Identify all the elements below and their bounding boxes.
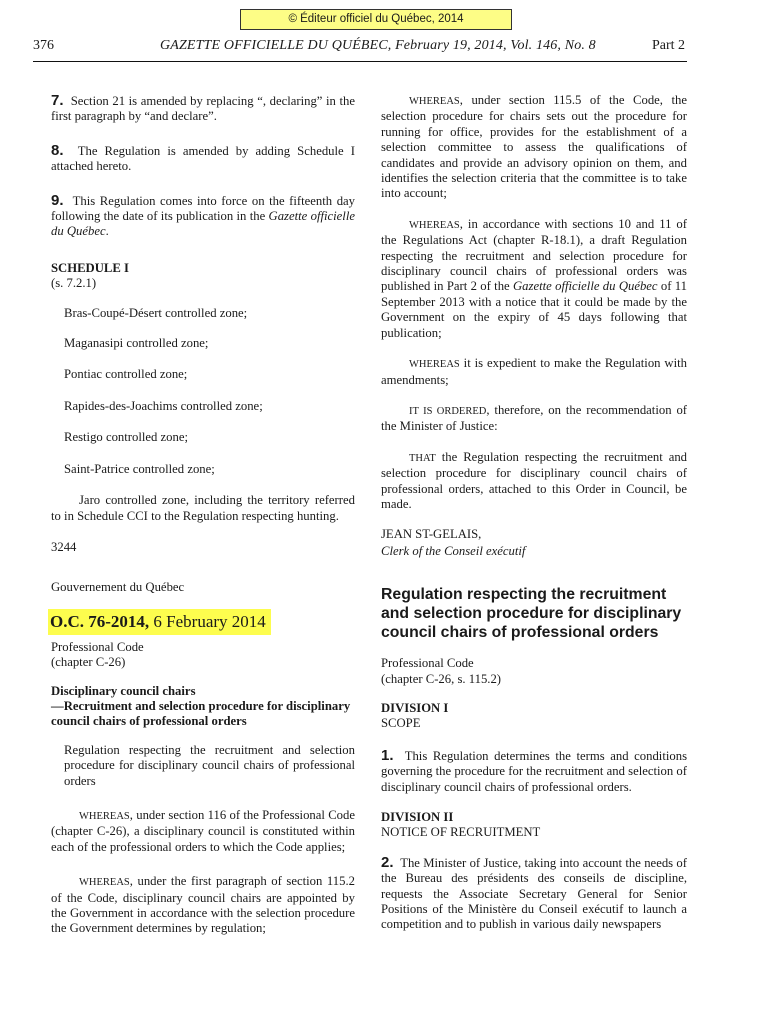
gouvernement-label: Gouvernement du Québec bbox=[51, 580, 185, 595]
code-chapter: (chapter C-26) bbox=[51, 655, 126, 670]
whereas-label: WHEREAS bbox=[409, 96, 460, 107]
regulation-title: Regulation respecting the recruitment and selection procedure for disciplinary council chairs of professional orders bbox=[381, 586, 682, 642]
right-column bbox=[381, 93, 687, 933]
section-text: The Minister of Justice, taking into account the needs of the Bureau des présidents des conseils de discipline, requests the Associate Secretary General for Senior Positions of the Ministère du Conseil exécutif to launch a competition and to publish in various daily newspapers bbox=[381, 855, 688, 932]
section-number: 8. bbox=[51, 141, 64, 159]
oc-date: 6 February 2014 bbox=[153, 611, 266, 631]
schedule-title: SCHEDULE I bbox=[51, 260, 129, 275]
section-2 bbox=[381, 855, 687, 933]
that-label: THAT bbox=[409, 452, 436, 464]
code-name: Professional Code bbox=[51, 639, 144, 654]
oc-number: O.C. 76-2014, bbox=[50, 611, 150, 631]
zone-item: Jaro controlled zone, including the territory referred to in Schedule CCI to the Regulation respecting hunting. bbox=[51, 493, 355, 523]
that-text: the Regulation respecting the recruitment and selection procedure for disciplinary council chairs of professional orders, attached to this Order in Council, be made. bbox=[381, 449, 688, 511]
division-1-title: DIVISION I bbox=[381, 700, 449, 715]
whereas-3 bbox=[381, 93, 687, 202]
whereas-text: , under section 115.5 of the Code, the selection procedure for chairs sets out the procedure for running for office, provides for the establishment of a selection committee to assess the qualifications of candidates and provide an advisory opinion on them, and identifies the selection criteria that the committee is to take into account; bbox=[381, 93, 687, 201]
left-column bbox=[51, 93, 355, 937]
section-text: This Regulation determines the terms and conditions governing the procedure for the recruitment and selection of disciplinary council chairs of professional orders. bbox=[381, 748, 688, 794]
section-number: 1. bbox=[381, 746, 394, 764]
zone-item: Restigo controlled zone; bbox=[64, 430, 189, 445]
that-clause bbox=[381, 450, 687, 513]
division-1-name: SCOPE bbox=[381, 716, 421, 731]
part-label: Part 2 bbox=[652, 38, 686, 53]
zone-item: Bras-Coupé-Désert controlled zone; bbox=[64, 305, 248, 320]
signer-title: Clerk of the Conseil exécutif bbox=[381, 543, 526, 558]
section-text: Section 21 is amended by replacing “, declaring” in the first paragraph by “and declare”. bbox=[51, 94, 355, 124]
zone-item: Pontiac controlled zone; bbox=[64, 367, 188, 382]
section-7 bbox=[51, 93, 355, 125]
whereas-label: WHEREAS bbox=[79, 877, 130, 889]
division-2-name: NOTICE OF RECRUITMENT bbox=[381, 825, 541, 840]
whereas-text: of 11 September 2013 with a notice that it could be made by the Government on the expiry of 45 days following that publication; bbox=[381, 279, 688, 340]
order-in-council-heading bbox=[51, 609, 355, 635]
signer-text: JEAN ST-GELAIS, bbox=[381, 527, 482, 542]
zone-item: Maganasipi controlled zone; bbox=[64, 336, 209, 351]
whereas-text: it is expedient to make the Regulation with amendments; bbox=[381, 356, 687, 387]
whereas-text: , in accordance with sections 10 and 11 of the Regulations Act (chapter R-18.1), a draft Regulation respecting the recruitment and selection procedure for disciplinary council chairs of professional orders was published in Part 2 of the bbox=[381, 216, 687, 294]
zone-item: Rapides-des-Joachims controlled zone; bbox=[64, 398, 263, 413]
header-rule bbox=[33, 61, 687, 62]
oc-highlight bbox=[48, 609, 271, 635]
section-number: 9. bbox=[51, 191, 64, 209]
division-2-title: DIVISION II bbox=[381, 810, 454, 824]
code-name: Professional Code bbox=[381, 656, 474, 671]
section-text: This Regulation comes into force on the fifteenth day following the date of its publication in the bbox=[51, 193, 356, 224]
section-end: . bbox=[105, 224, 109, 239]
whereas-label: WHEREAS bbox=[409, 219, 460, 231]
ordered-label: IT IS ORDERED bbox=[409, 405, 487, 417]
document-number: 3244 bbox=[51, 539, 77, 554]
section-9 bbox=[51, 193, 355, 240]
subject-subtitle: —Recruitment and selection procedure for disciplinary council chairs of professional orders bbox=[51, 698, 351, 729]
whereas-5 bbox=[381, 356, 687, 388]
subject-title: Disciplinary council chairs bbox=[51, 683, 196, 698]
whereas-4 bbox=[381, 217, 687, 341]
zone-item: Saint-Patrice controlled zone; bbox=[64, 461, 215, 476]
whereas-label: WHEREAS bbox=[409, 359, 460, 371]
whereas-text: , under the first paragraph of section 115.2 of the Code, disciplinary council chairs are appointed by the Government in accordance with the selection procedure the Government determines by regulation; bbox=[51, 874, 355, 936]
whereas-label: WHEREAS bbox=[79, 810, 130, 822]
section-8 bbox=[51, 143, 355, 175]
section-number: 7. bbox=[51, 92, 64, 109]
section-text: The Regulation is amended by adding Schedule I attached hereto. bbox=[51, 143, 356, 174]
whereas-1 bbox=[51, 808, 355, 855]
gazette-name: Gazette officielle du Québec bbox=[513, 279, 658, 294]
copyright-banner: © Éditeur officiel du Québec, 2014 bbox=[240, 9, 512, 30]
it-is-ordered bbox=[381, 403, 687, 435]
whereas-2 bbox=[51, 874, 355, 937]
signer-name bbox=[381, 527, 687, 543]
code-chapter: (chapter C-26, s. 115.2) bbox=[381, 671, 502, 686]
regulation-intro: Regulation respecting the recruitment and selection procedure for disciplinary council chairs of professional orders bbox=[64, 742, 355, 788]
gazette-header-title: GAZETTE OFFICIELLE DU QUÉBEC, February 19, 2014, Vol. 146, No. 8 bbox=[160, 38, 596, 53]
schedule-ref: (s. 7.2.1) bbox=[51, 276, 97, 291]
section-number: 2. bbox=[381, 853, 394, 871]
ordered-text: , therefore, on the recommendation of the Minister of Justice: bbox=[381, 402, 688, 434]
section-1 bbox=[381, 748, 687, 795]
gazette-name: Gazette officielle du Québec bbox=[51, 209, 355, 239]
whereas-text: , under section 116 of the Professional Code (chapter C-26), a disciplinary council is constituted within each of the professional orders to which the Code applies; bbox=[51, 807, 355, 854]
page-number: 376 bbox=[33, 38, 54, 53]
